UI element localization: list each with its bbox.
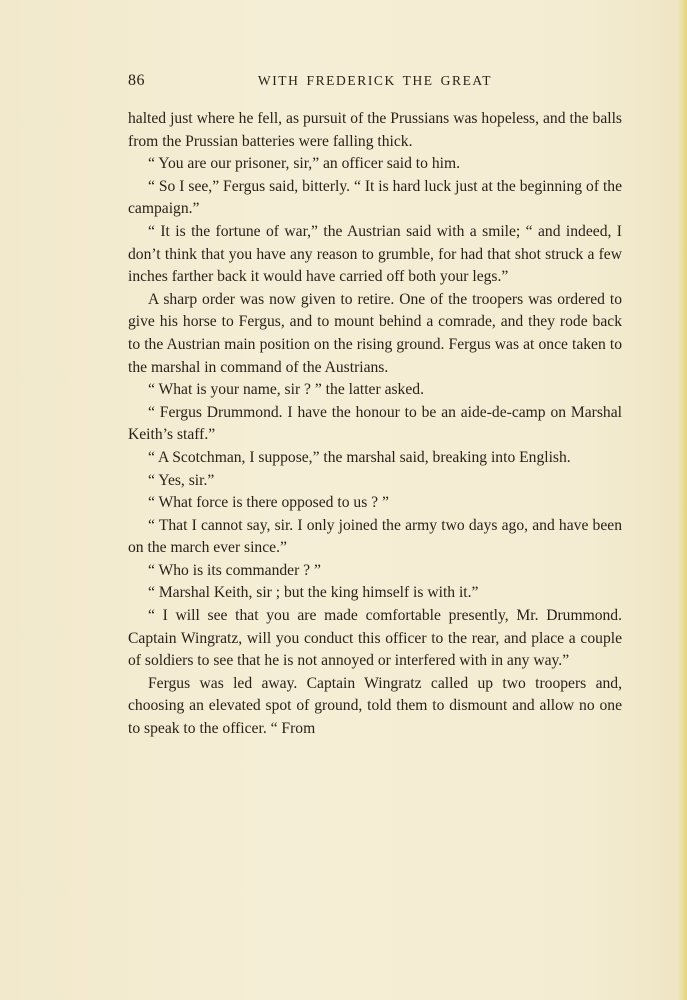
paragraph: “ What is your name, sir ? ” the latter asked. (148, 381, 424, 399)
paragraph: “ It is the fortune of war,” the Austrian said with a smile; “ and indeed, I don’t think that you have any reason to grumble, for had that shot struck a few inches farther back it would have carried off both your legs.” (128, 222, 622, 286)
paragraph: “ A Scotchman, I suppose,” the marshal said, breaking into English. (148, 448, 571, 466)
page-edge (677, 0, 687, 1000)
paragraph: A sharp order was now given to retire. One of the troopers was ordered to give his horse to Fergus, and to mount behind a comrade, and they rode back to the Austrian main position on the rising ground. Fergus was at once taken to the marshal in command of the Austrians. (128, 290, 622, 376)
paragraph: “ What force is there opposed to us ? ” (148, 494, 389, 512)
paragraph: halted just where he fell, as pursuit of the Prussians was hopeless, and the balls from the Prussian batteries were falling thick. (128, 110, 622, 150)
paragraph: Fergus was led away. Captain Wingratz called up two troopers and, choosing an elevated spot of ground, told them to dismount and allow no one to speak to the officer. “ From (128, 674, 622, 738)
paragraph: “ You are our prisoner, sir,” an officer said to him. (148, 155, 460, 173)
paragraph: “ Who is its commander ? ” (148, 561, 321, 579)
paragraph: “ Yes, sir.” (148, 471, 215, 489)
paragraph: “ Fergus Drummond. I have the honour to be an aide-de-camp on Marshal Keith’s staff.” (128, 403, 622, 444)
paragraph: “ So I see,” Fergus said, bitterly. “ It is hard luck just at the beginning of the campaign.” (128, 177, 622, 218)
page-number: 86 (128, 72, 145, 89)
body-text (128, 108, 622, 741)
paragraph: “ Marshal Keith, sir ; but the king himself is with it.” (148, 584, 479, 602)
paragraph: “ That I cannot say, sir. I only joined the army two days ago, and have been on the march ever since.” (128, 516, 622, 557)
page-header (128, 72, 622, 96)
paragraph: “ I will see that you are made comfortable presently, Mr. Drummond. Captain Wingratz, will you conduct this officer to the rear, and place a couple of soldiers to see that he is not annoyed or interfered with in any way.” (128, 607, 622, 670)
running-title: WITH FREDERICK THE GREAT (257, 73, 493, 88)
